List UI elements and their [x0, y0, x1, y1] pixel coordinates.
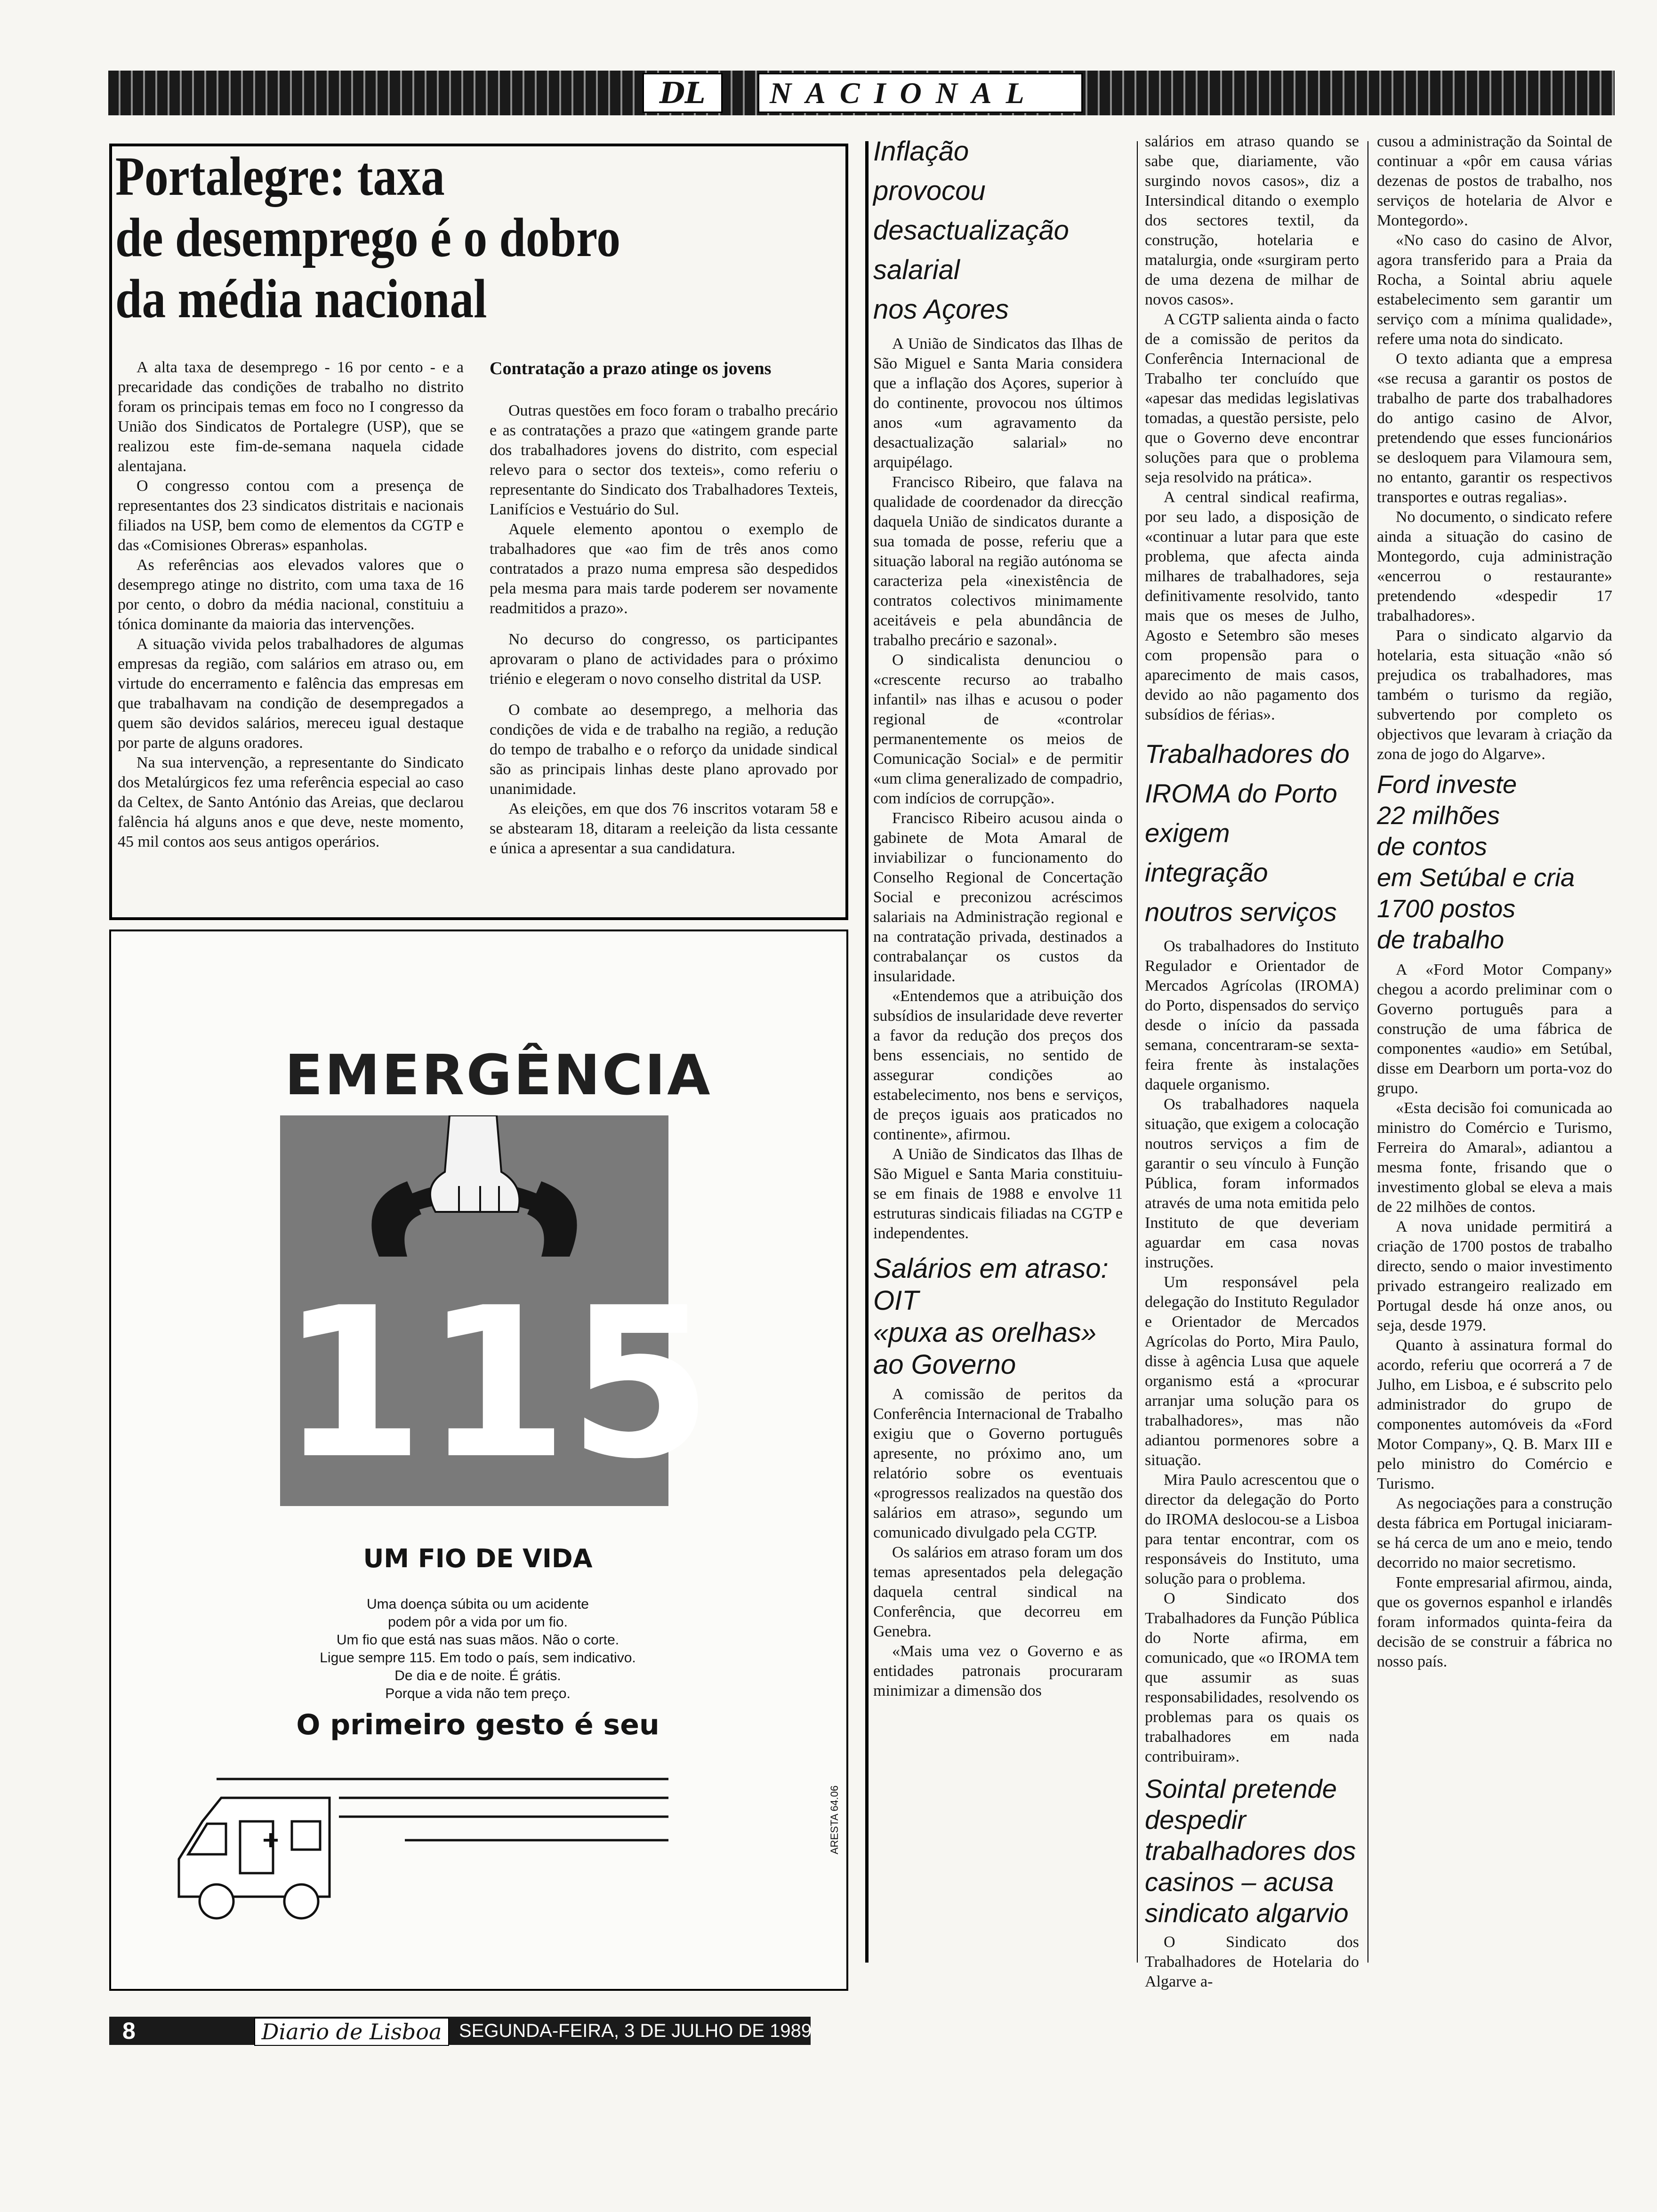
paragraph: O Sindicato dos Trabalhadores de Hotelaria do Algarve a-: [1145, 1933, 1359, 1990]
headline-line: de desemprego é o dobro: [115, 207, 621, 268]
ad-body-line: De dia e de noite. É grátis.: [394, 1668, 561, 1683]
paragraph: No decurso do congresso, os participantes aprovaram o plano de actividades para o próximo triénio e elegeram o novo conselho distrital da USP.: [490, 631, 838, 688]
paragraph: O combate ao desemprego, a melhoria das condições de vida e de trabalho na região, a redução do tempo de trabalho e o reforço da unidade sindical são as principais linhas deste plano aprovado por unanimidade.: [490, 701, 838, 798]
headline-line: 1700 postos: [1377, 895, 1516, 923]
paragraph: A CGTP salienta ainda o facto de a comissão de peritos da Conferência Internacional de Trabalho ter concluído que «apesar das medidas legislativas tomadas, a questão persiste, pelo que o Governo deve encontrar soluções para que o problema seja resolvido na prática».: [1145, 311, 1359, 486]
headline-line: de contos: [1377, 833, 1488, 861]
article-headline-oit: [873, 1253, 1123, 1381]
paragraph: Aquele elemento apontou o exemplo de trabalhadores que «ao fim de três anos como contratados a prazo numa empresa são despedidos pela mesma para mais tarde poderem ser novamente readmitidos a prazo».: [490, 521, 838, 617]
headline-line: de trabalho: [1377, 926, 1504, 954]
paragraph: O texto adianta que a empresa «se recusa a garantir os postos de trabalho de parte dos trabalhadores do antigo casino de Alvor, pretendendo que esses funcionários se desloquem para Vilamoura sem, no entanto, garantir os respectivos transportes e outras regalias».: [1377, 350, 1612, 506]
headline-line: 22 milhões: [1377, 801, 1500, 830]
newspaper-name: Diario de Lisboa: [254, 2018, 449, 2046]
paragraph: A comissão de peritos da Conferência Internacional de Trabalho exigiu que o Governo português apresente, no próximo ano, um relatório sobre os eventuais «progressos realizados na questão dos salários em atraso», segundo um comunicado divulgado pela CGTP.: [873, 1386, 1123, 1541]
column-rule: [1367, 141, 1368, 1963]
article-headline-azores: [873, 132, 1123, 329]
ambulance-icon: [160, 1770, 701, 1932]
paragraph: A União de Sindicatos das Ilhas de São Miguel e Santa Maria considera que a inflação dos Açores, superior à do continente, provocou nos últimos anos «um agravamento da desactualização salarial» no arquipélago.: [873, 335, 1123, 471]
paragraph: O Sindicato dos Trabalhadores da Função Pública do Norte afirma, em comunicado, que «o IROMA tem que assumir as suas responsabilidades, resolvendo os problemas para os quais os trabalhadores em nada contribuiram».: [1145, 1590, 1359, 1765]
paragraph: «Entendemos que a atribuição dos subsídios de insularidade deve reverter a favor da redução dos preços dos bens essenciais, no sentido de assegurar condições ao estabelecimento, nos bens e serviços, de preços iguais aos praticados no continente», afirmou.: [873, 987, 1123, 1143]
paragraph: cusou a administração da Sointal de continuar a «pôr em causa várias dezenas de postos de trabalho, nos serviços de hotelaria de Alvor e Montegordo».: [1377, 133, 1612, 229]
paragraph: Quanto à assinatura formal do acordo, referiu que ocorrerá a 7 de Julho, em Lisboa, e é subscrito pelo administrador do grupo de componentes automóveis da «Ford Motor Company», Q. B. Marx III e pelo ministro do Comércio e Turismo.: [1377, 1337, 1612, 1492]
paragraph: No documento, o sindicato refere ainda a situação do casino de Montegordo, cuja administração «encerrou o restaurante» pretendendo «despedir 17 trabalhadores».: [1377, 508, 1612, 625]
headline-line: noutros serviços: [1145, 897, 1337, 927]
headline-line: ao Governo: [873, 1349, 1016, 1380]
headline-line: Ford investe: [1377, 770, 1517, 799]
section-title: NACIONAL: [758, 73, 1083, 113]
article-headline-ford: [1377, 769, 1612, 955]
ad-body-line: Uma doença súbita ou um acidente: [367, 1596, 589, 1612]
paragraph: salários em atraso quando se sabe que, diariamente, vão surgindo novos casos», diz a Intersindical ditando o exemplo dos sectores textil, da construção, hotelaria e matalurgia, onde «surgiram perto de uma dezena de milhar de novos casos».: [1145, 133, 1359, 308]
ad-body-line: podem pôr a vida por um fio.: [388, 1614, 568, 1630]
headline-line: casinos – acusa: [1145, 1867, 1334, 1897]
headline-line: desactualização: [873, 215, 1069, 246]
paragraph: Outras questões em foco foram o trabalho precário e as contratações a prazo que «atingem grande parte dos trabalhadores jovens do distrito, com especial relevo para o sector dos texteis», como referiu o representante do Sindicato dos Trabalhadores Texteis, Lanifícios e Vestuário do Sul.: [490, 402, 838, 518]
headline-line: despedir: [1145, 1805, 1246, 1835]
paragraph: «No caso do casino de Alvor, agora transferido para a Praia da Rocha, a Sointal abriu aquele estabelecimento sem garantir um serviço com a mínima qualidade», refere uma nota do sindicato.: [1377, 232, 1612, 348]
paragraph: A situação vivida pelos trabalhadores de algumas empresas da região, com salários em atraso ou, em virtude do encerramento e falência das empresas em que trabalhavam na condição de desempregados a quem são devidos salários, mereceu igual destaque por parte de alguns oradores.: [118, 635, 464, 752]
ad-credit: ARESTA 64.06: [828, 1785, 840, 1854]
column-4: [1145, 132, 1359, 1992]
paragraph: Mira Paulo acrescentou que o director da delegação do Porto do IROMA deslocou-se a Lisboa para tentar encontrar, com os responsáveis do Instituto, uma solução para o problema.: [1145, 1471, 1359, 1587]
paragraph: As eleições, em que dos 76 inscritos votaram 58 e se abstearam 18, ditaram a reeleição da lista cessante e única a apresentar a sua candidatura.: [490, 800, 838, 857]
headline-line: em Setúbal e cria: [1377, 864, 1575, 892]
paragraph: A central sindical reafirma, por seu lado, a disposição de «continuar a lutar para que este problema, que afecta ainda milhares de trabalhadores, seja definitivamente resolvido, tanto mais que os meses de Julho, Agosto e Setembro são meses com propensão para o aparecimento de mais casos, devido ao não pagamento dos subsídios de férias».: [1145, 489, 1359, 723]
headline-line: IROMA do Porto: [1145, 778, 1337, 808]
paragraph: As referências aos elevados valores que o desemprego atinge no distrito, com uma taxa de 16 por cento, o dobro da média nacional, constituiu a tónica dominante da maioria das intervenções.: [118, 556, 464, 633]
ad-body: [285, 1595, 671, 1703]
headline-line: exigem integração: [1145, 818, 1268, 887]
headline-line: Sointal pretende: [1145, 1774, 1337, 1803]
paragraph: O congresso contou com a presença de representantes dos 23 sindicatos distritais e nacionais filiados na USP, bem como de elementos da CGTP e das «Comisiones Obreras» espanholas.: [118, 477, 464, 554]
headline-line: da média nacional: [115, 268, 487, 329]
newspaper-logo: DL: [643, 73, 723, 113]
headline-line: Trabalhadores do: [1145, 739, 1350, 769]
column-3: [873, 132, 1123, 1701]
paragraph: O sindicalista denunciou o «crescente recurso ao trabalho infantil» nas ilhas e acusou o poder regional de «controlar permanentemente os meios de Comunicação Social» e de permitir «um clima generalizado de compadrio, com indícios de corrupção».: [873, 651, 1123, 807]
lead-headline: [115, 146, 723, 329]
paragraph: A nova unidade permitirá a criação de 1700 postos de trabalho directo, sendo o maior investimento privado estrangeiro realizado em Portugal desde há onze anos, ou seja, desde 1979.: [1377, 1218, 1612, 1334]
paragraph: Os trabalhadores do Instituto Regulador e Orientador de Mercados Agrícolas (IROMA) do Porto, dispensados do serviço desde o início da passada semana, concentraram-se sexta-feira frente às instalações daquele organismo.: [1145, 938, 1359, 1093]
column-rule: [1137, 141, 1138, 1963]
headline-line: trabalhadores dos: [1145, 1836, 1356, 1866]
ad-body-line: Porque a vida não tem preço.: [385, 1686, 571, 1701]
ad-tagline: UM FIO DE VIDA: [363, 1544, 593, 1573]
ad-slogan: O primeiro gesto é seu: [296, 1708, 660, 1741]
column-rule: [865, 141, 869, 1963]
paragraph: A alta taxa de desemprego - 16 por cento - e a precaridade das condições de trabalho no distrito foram os principais temas em foco no I congresso da União dos Sindicatos de Portalegre (USP), que se realizou este fim-de-semana naquela cidade alentajana.: [118, 359, 464, 475]
headline-line: «puxa as orelhas»: [873, 1317, 1096, 1348]
paragraph: Para o sindicato algarvio da hotelaria, esta situação «não só prejudica os trabalhadores, mas também o turismo da região, subvertendo por completo os objectivos que levaram à criação da zona de jogo do Algarve».: [1377, 627, 1612, 763]
lead-column-2: [490, 358, 838, 858]
paragraph: Os salários em atraso foram um dos temas apresentados pela delegação daquela central sindical na Conferência, que decorreu em Genebra.: [873, 1544, 1123, 1640]
paragraph: Fonte empresarial afirmou, ainda, que os governos espanhol e irlandês foram informados quinta-feira da decisão de se construir a fábrica no nosso país.: [1377, 1574, 1612, 1670]
lead-subhead: Contratação a prazo atinge os jovens: [490, 359, 772, 378]
paragraph: Na sua intervenção, a representante do Sindicato dos Metalúrgicos fez uma referência especial ao caso da Celtex, de Santo António das Areias, que declarou falência há alguns anos e que deve, neste momento, 45 mil contos aos seus antigos operários.: [118, 754, 464, 850]
ad-title: EMERGÊNCIA: [285, 1042, 712, 1107]
headline-line: Inflação: [873, 136, 969, 167]
page-number: 8: [122, 2018, 136, 2044]
ad-body-line: Um fio que está nas suas mãos. Não o corte.: [336, 1632, 619, 1648]
ad-body-line: Ligue sempre 115. Em todo o país, sem indicativo.: [320, 1650, 636, 1666]
emergency-number: 115: [280, 1263, 713, 1504]
paragraph: Os trabalhadores naquela situação, que exigem a colocação noutros serviços a fim de garantir o seu vínculo à Função Pública, foram informados através de uma nota emitida pelo Instituto de que deveriam aguardar em casa novas instruções.: [1145, 1096, 1359, 1271]
paragraph: As negociações para a construção desta fábrica em Portugal iniciaram-se há cerca de um ano e meio, tendo decorrido no maior secretismo.: [1377, 1495, 1612, 1571]
headline-line: sindicato algarvio: [1145, 1898, 1349, 1928]
headline-line: Salários em atraso:: [873, 1253, 1109, 1284]
paragraph: «Esta decisão foi comunicada ao ministro do Comércio e Turismo, Ferreira do Amaral», adiantou a mesma fonte, frisando que o investimento global se eleva a mais de 22 milhões de contos.: [1377, 1099, 1612, 1216]
article-headline-iroma: [1145, 734, 1359, 932]
paragraph: «Mais uma vez o Governo e as entidades patronais procuraram minimizar a dimensão dos: [873, 1643, 1123, 1699]
paragraph: Francisco Ribeiro acusou ainda o gabinete de Mota Amaral de inviabilizar o funcionamento do Conselho Regional de Concertação Social e preconizou acréscimos salariais na Administração regional e na contratação privada, destinados a contrabalançar os custos da insularidade.: [873, 809, 1123, 985]
paragraph: A União de Sindicatos das Ilhas de São Miguel e Santa Maria constituiu-se em finais de 1988 e envolve 11 estruturas sindicais filiadas na CGTP e independentes.: [873, 1146, 1123, 1242]
headline-line: provocou: [873, 176, 986, 206]
headline-line: salarial: [873, 255, 960, 285]
lead-column-1: [118, 358, 464, 852]
paragraph: Um responsável pela delegação do Instituto Regulador e Orientador de Mercados Agrícolas do Porto, Mira Paulo, disse à agência Lusa que aquele organismo está a «procurar arranjar uma solução para os trabalhadores», mas não adiantou pormenores sobre a situação.: [1145, 1274, 1359, 1469]
issue-date: SEGUNDA-FEIRA, 3 DE JULHO DE 1989: [459, 2020, 812, 2041]
article-headline-sointal: [1145, 1773, 1359, 1929]
headline-line: OIT: [873, 1285, 919, 1316]
paragraph: Francisco Ribeiro, que falava na qualidade de coordenador da direcção daquela União de sindicatos durante a sua tomada de posse, referiu que a situação laboral na região autónoma se caracteriza pela «inexistência de contratos colectivos minimamente aceitáveis e pela abundância de trabalho precário e sazonal».: [873, 473, 1123, 649]
headline-line: Portalegre: taxa: [115, 145, 445, 207]
headline-line: nos Açores: [873, 294, 1009, 325]
paragraph: A «Ford Motor Company» chegou a acordo preliminar com o Governo português para a construção de uma fábrica de componentes «audio» em Setúbal, disse em Dearborn um porta-voz do grupo.: [1377, 961, 1612, 1097]
column-5: [1377, 132, 1612, 1672]
